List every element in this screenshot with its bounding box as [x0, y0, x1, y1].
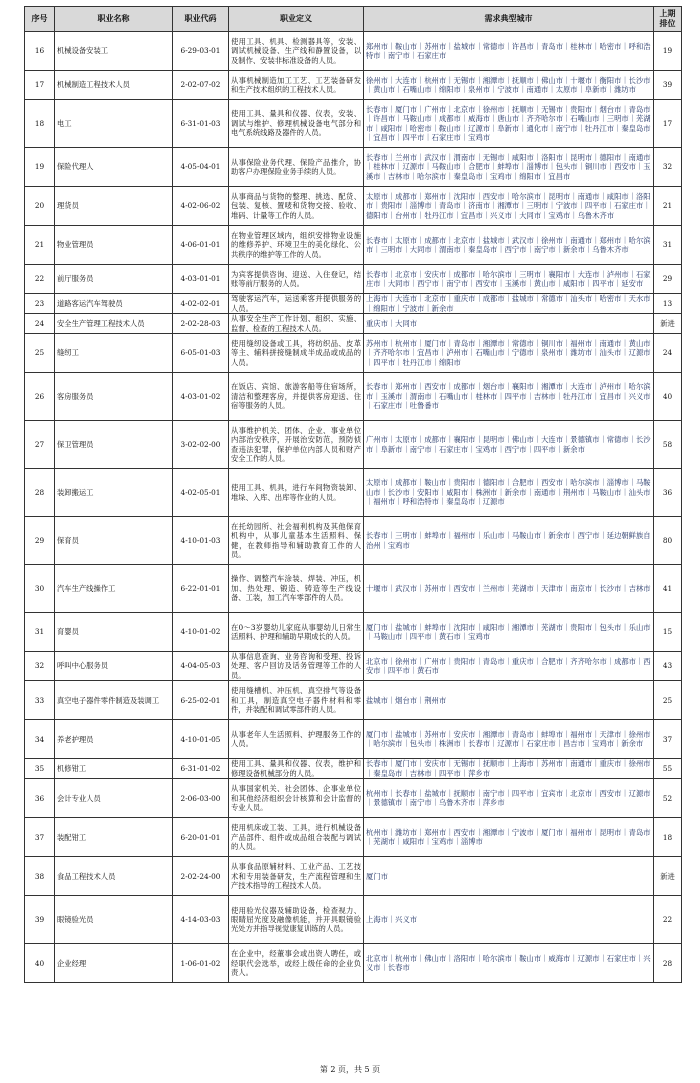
row-number: 21	[25, 226, 55, 265]
occupation-code: 4-02-02-01	[173, 294, 229, 314]
page-footer: 第 2 页，共 5 页	[319, 1065, 381, 1074]
previous-rank: 80	[654, 517, 682, 565]
occupation-definition: 使用工具、机具，进行车间物资装卸、堆垛、入库、出库等作业的人员。	[229, 469, 364, 517]
occupation-name: 装卸搬运工	[55, 469, 173, 517]
table-row	[25, 294, 682, 314]
occupation-code: 2-02-07-02	[173, 71, 229, 100]
table-row	[25, 469, 682, 517]
occupation-definition: 使用缝槽机、冲压机、真空排气等设备和工具，制造真空电子器件材料和零件，并装配和调试零部件的人员。	[229, 681, 364, 720]
table-row	[25, 314, 682, 334]
demand-cities: 长春市｜郑州市｜西安市｜成都市｜烟台市｜襄阳市｜湘潭市｜大连市｜泸州市｜哈尔滨市｜玉溪市｜渭南市｜石嘴山市｜桂林市｜四平市｜吉林市｜牡丹江市｜宜昌市｜兴义市｜石家庄市｜吐鲁番市	[364, 373, 654, 421]
occupation-name: 缝纫工	[55, 334, 173, 373]
occupation-definition: 从事国家机关、社会团体、企事业单位和其他经济组织会计核算和会计监督的专业人员。	[229, 779, 364, 818]
occupation-definition: 从事机械制造加工工艺、工艺装备研发和生产技术组织的工程技术人员。	[229, 71, 364, 100]
occupation-definition: 为宾客提供咨询、迎送、入住登记，结账等前厅服务的人员。	[229, 265, 364, 294]
header-code: 职业代码	[173, 7, 229, 32]
occupation-code: 4-04-05-03	[173, 652, 229, 681]
occupation-code: 4-03-01-01	[173, 265, 229, 294]
demand-cities: 苏州市｜杭州市｜厦门市｜青岛市｜湘潭市｜常德市｜铜川市｜福州市｜南通市｜黄山市｜齐齐哈尔市｜宜昌市｜泸州市｜石嘴山市｜宁德市｜泉州市｜潍坊市｜汕头市｜辽源市｜四平市｜牡丹江市｜绵阳市	[364, 334, 654, 373]
demand-cities: 长春市｜三明市｜蚌埠市｜福州市｜乐山市｜马鞍山市｜新余市｜西宁市｜延边朝鲜族自治州｜宝鸡市	[364, 517, 654, 565]
previous-rank: 28	[654, 944, 682, 983]
occupation-code: 4-03-01-02	[173, 373, 229, 421]
occupation-definition: 在0～3岁婴幼儿家庭从事婴幼儿日常生活照料、护理和辅助早期成长的人员。	[229, 613, 364, 652]
previous-rank: 58	[654, 421, 682, 469]
table-header-row	[25, 7, 682, 32]
table-row	[25, 857, 682, 896]
occupation-name: 机修钳工	[55, 759, 173, 779]
demand-cities: 广州市｜太原市｜成都市｜襄阳市｜昆明市｜佛山市｜大连市｜景德镇市｜常德市｜长沙市｜阜新市｜南宁市｜石家庄市｜宝鸡市｜西宁市｜四平市｜新余市	[364, 421, 654, 469]
previous-rank: 52	[654, 779, 682, 818]
occupation-definition: 在饭店、宾馆、旅游客船等住宿场所，清洁和整理客房，并提供客房迎送、住宿等服务的人员。	[229, 373, 364, 421]
occupation-demand-table	[24, 6, 682, 983]
demand-cities: 上海市｜兴义市	[364, 896, 654, 944]
previous-rank: 19	[654, 32, 682, 71]
occupation-definition: 使用机床或工装、工具，进行机械设备产品部件、组件或成品组合装配与调试的人员。	[229, 818, 364, 857]
table-row	[25, 71, 682, 100]
previous-rank: 25	[654, 681, 682, 720]
previous-rank: 43	[654, 652, 682, 681]
row-number: 23	[25, 294, 55, 314]
occupation-name: 理货员	[55, 187, 173, 226]
header-name: 职业名称	[55, 7, 173, 32]
occupation-code: 2-02-24-00	[173, 857, 229, 896]
table-row	[25, 334, 682, 373]
occupation-definition: 从事保险业务代理、保险产品推介，协助客户办理保险业务手续的人员。	[229, 148, 364, 187]
occupation-name: 眼镜验光员	[55, 896, 173, 944]
table-row	[25, 100, 682, 148]
row-number: 39	[25, 896, 55, 944]
table-row	[25, 613, 682, 652]
row-number: 34	[25, 720, 55, 759]
demand-cities: 太原市｜成都市｜鞍山市｜贵阳市｜德阳市｜合肥市｜西安市｜哈尔滨市｜淄博市｜马鞍山市｜长沙市｜安阳市｜咸阳市｜株洲市｜新余市｜南通市｜荆州市｜马鞍山市｜汕头市｜福州市｜呼和浩特市｜秦皇岛市｜辽源市	[364, 469, 654, 517]
row-number: 32	[25, 652, 55, 681]
row-number: 20	[25, 187, 55, 226]
table-row	[25, 187, 682, 226]
demand-cities: 杭州市｜潍坊市｜郑州市｜西安市｜湘潭市｜宁波市｜厦门市｜福州市｜昆明市｜青岛市｜芜湖市｜咸阳市｜宝鸡市｜淄博市	[364, 818, 654, 857]
previous-rank: 21	[654, 187, 682, 226]
occupation-name: 真空电子器件零件制造及装调工	[55, 681, 173, 720]
header-definition: 职业定义	[229, 7, 364, 32]
occupation-definition: 使用工具、量具和仪器、仪表，安装、调试与维护、修理机械设备电气部分和电气系统线路及器件的人员。	[229, 100, 364, 148]
occupation-code: 4-02-06-02	[173, 187, 229, 226]
occupation-code: 2-02-28-03	[173, 314, 229, 334]
occupation-name: 前厅服务员	[55, 265, 173, 294]
occupation-name: 保险代理人	[55, 148, 173, 187]
row-number: 38	[25, 857, 55, 896]
occupation-name: 安全生产管理工程技术人员	[55, 314, 173, 334]
row-number: 28	[25, 469, 55, 517]
occupation-code: 4-02-05-01	[173, 469, 229, 517]
occupation-definition: 使用验光仪器及辅助设备，检查视力、眼睛屈光度及融像机能，并开具眼镜验光处方并指导视觉康复训练的人员。	[229, 896, 364, 944]
demand-cities: 北京市｜徐州市｜广州市｜贵阳市｜青岛市｜重庆市｜合肥市｜齐齐哈尔市｜成都市｜西安市｜四平市｜黄石市	[364, 652, 654, 681]
occupation-name: 养老护理员	[55, 720, 173, 759]
header-no: 序号	[25, 7, 55, 32]
occupation-code: 4-10-01-05	[173, 720, 229, 759]
table-row	[25, 148, 682, 187]
row-number: 22	[25, 265, 55, 294]
table-row	[25, 32, 682, 71]
table-row	[25, 265, 682, 294]
previous-rank: 32	[654, 148, 682, 187]
demand-cities: 长春市｜北京市｜安庆市｜成都市｜哈尔滨市｜三明市｜襄阳市｜大连市｜泸州市｜石家庄市｜大同市｜西宁市｜南宁市｜西安市｜玉溪市｜黄山市｜咸阳市｜四平市｜延安市	[364, 265, 654, 294]
occupation-definition: 在托幼园所、社会福利机构及其他保育机构中，从事儿童基本生活照料、保健，在教师指导和辅助教育工作的人员。	[229, 517, 364, 565]
occupation-definition: 从事安全生产工作计划、组织、实施、监督、检查的工程技术人员。	[229, 314, 364, 334]
occupation-definition: 在企业中，经董事会或出资人聘任，或经职代会选举，或经上级任命的企业负责人。	[229, 944, 364, 983]
previous-rank: 37	[654, 720, 682, 759]
occupation-name: 呼叫中心服务员	[55, 652, 173, 681]
occupation-name: 道路客运汽车驾驶员	[55, 294, 173, 314]
table-row	[25, 517, 682, 565]
occupation-definition: 在物业管理区域内，组织安排物业设施的维修养护、环境卫生的美化绿化、公共秩序的维护等工作的人员。	[229, 226, 364, 265]
row-number: 19	[25, 148, 55, 187]
demand-cities: 十堰市｜武汉市｜苏州市｜西安市｜兰州市｜芜湖市｜天津市｜南京市｜长沙市｜吉林市	[364, 565, 654, 613]
row-number: 25	[25, 334, 55, 373]
occupation-code: 6-29-03-01	[173, 32, 229, 71]
occupation-code: 1-06-01-02	[173, 944, 229, 983]
occupation-definition: 使用缝纫设备或工具，将纺织品、皮革等主、辅料拼接缝制成半成品或成品的人员。	[229, 334, 364, 373]
previous-rank: 29	[654, 265, 682, 294]
previous-rank: 新进	[654, 857, 682, 896]
table-row	[25, 818, 682, 857]
demand-cities: 长春市｜厦门市｜广州市｜北京市｜徐州市｜抚顺市｜无锡市｜贵阳市｜烟台市｜青岛市｜许昌市｜马鞍山市｜成都市｜威海市｜唐山市｜齐齐哈尔市｜石嘴山市｜三明市｜芜湖市｜咸阳市｜哈密市｜鞍山市｜辽源市｜阜新市｜通化市｜南宁市｜牡丹江市｜秦皇岛市｜宜昌市｜四平市｜石家庄市｜宝鸡市	[364, 100, 654, 148]
row-number: 40	[25, 944, 55, 983]
demand-cities: 北京市｜杭州市｜佛山市｜洛阳市｜哈尔滨市｜鞍山市｜威海市｜辽源市｜石家庄市｜兴义市｜长春市	[364, 944, 654, 983]
ranking-table-page	[24, 6, 681, 983]
table-row	[25, 652, 682, 681]
previous-rank: 39	[654, 71, 682, 100]
demand-cities: 太原市｜成都市｜郑州市｜沈阳市｜西安市｜哈尔滨市｜昆明市｜南通市｜咸阳市｜洛阳市｜贵阳市｜淄博市｜青岛市｜济南市｜湘潭市｜三明市｜宁波市｜四平市｜石家庄市｜德阳市｜台州市｜牡丹江市｜宜昌市｜兴义市｜大同市｜宝鸡市｜乌鲁木齐市	[364, 187, 654, 226]
previous-rank: 18	[654, 818, 682, 857]
occupation-name: 机械设备安装工	[55, 32, 173, 71]
previous-rank: 31	[654, 226, 682, 265]
table-row	[25, 565, 682, 613]
occupation-definition: 从事商品与货物的整理、挑选、配货、包装、复核、置唛和货物交接、验收、堆码、计量等工作的人员。	[229, 187, 364, 226]
occupation-definition: 从事维护机关、团体、企业、事业单位内部治安秩序，开展治安防范，预防侦查违法犯罪，保护单位内部人员和财产安全工作的人员。	[229, 421, 364, 469]
occupation-code: 6-22-01-01	[173, 565, 229, 613]
demand-cities: 重庆市｜大同市	[364, 314, 654, 334]
occupation-name: 装配钳工	[55, 818, 173, 857]
occupation-name: 育婴员	[55, 613, 173, 652]
previous-rank: 15	[654, 613, 682, 652]
occupation-name: 保育员	[55, 517, 173, 565]
header-cities: 需求典型城市	[364, 7, 654, 32]
occupation-definition: 从事信息查询、业务咨询和受理、投诉处理、客户回访及话务管理等工作的人员。	[229, 652, 364, 681]
row-number: 26	[25, 373, 55, 421]
previous-rank: 40	[654, 373, 682, 421]
row-number: 35	[25, 759, 55, 779]
occupation-code: 6-20-01-01	[173, 818, 229, 857]
previous-rank: 22	[654, 896, 682, 944]
row-number: 31	[25, 613, 55, 652]
row-number: 18	[25, 100, 55, 148]
table-row	[25, 226, 682, 265]
table-row	[25, 681, 682, 720]
table-row	[25, 720, 682, 759]
occupation-name: 机械制造工程技术人员	[55, 71, 173, 100]
demand-cities: 长春市｜兰州市｜武汉市｜渭南市｜无锡市｜咸阳市｜洛阳市｜昆明市｜德阳市｜南通市｜桂林市｜辽源市｜马鞍山市｜合肥市｜蚌埠市｜淄博市｜包头市｜铜川市｜西安市｜玉溪市｜吉林市｜哈尔滨市｜秦皇岛市｜宝鸡市｜绵阳市｜宜昌市	[364, 148, 654, 187]
occupation-name: 汽车生产线操作工	[55, 565, 173, 613]
table-row	[25, 944, 682, 983]
previous-rank: 36	[654, 469, 682, 517]
occupation-definition: 从事老年人生活照料、护理服务工作的人员。	[229, 720, 364, 759]
occupation-name: 电工	[55, 100, 173, 148]
occupation-code: 4-14-03-03	[173, 896, 229, 944]
row-number: 37	[25, 818, 55, 857]
demand-cities: 杭州市｜长春市｜盐城市｜抚顺市｜南宁市｜四平市｜宜宾市｜北京市｜西安市｜辽源市｜景德镇市｜南宁市｜乌鲁木齐市｜萍乡市	[364, 779, 654, 818]
occupation-name: 企业经理	[55, 944, 173, 983]
previous-rank: 55	[654, 759, 682, 779]
occupation-definition: 使用工具、机具、检测器具等，安装、调试机械设备、生产线和静置设备，以及制作、安装非标准设备的人员。	[229, 32, 364, 71]
occupation-definition: 驾驶客运汽车，运送乘客并提供服务的人员。	[229, 294, 364, 314]
occupation-code: 2-06-03-00	[173, 779, 229, 818]
demand-cities: 厦门市｜盐城市｜蚌埠市｜沈阳市｜咸阳市｜湘潭市｜芜湖市｜贵阳市｜包头市｜乐山市｜马鞍山市｜四平市｜黄石市｜宝鸡市	[364, 613, 654, 652]
demand-cities: 徐州市｜大连市｜杭州市｜无锡市｜湘潭市｜抚顺市｜佛山市｜十堰市｜衡阳市｜长沙市｜黄山市｜石嘴山市｜绵阳市｜泉州市｜宁波市｜南通市｜太原市｜阜新市｜潍坊市	[364, 71, 654, 100]
occupation-name: 客房服务员	[55, 373, 173, 421]
demand-cities: 厦门市｜盐城市｜苏州市｜安庆市｜湘潭市｜青岛市｜蚌埠市｜福州市｜天津市｜徐州市｜哈尔滨市｜包头市｜株洲市｜长春市｜辽源市｜石家庄市｜昌吉市｜宝鸡市｜新余市	[364, 720, 654, 759]
row-number: 33	[25, 681, 55, 720]
previous-rank: 17	[654, 100, 682, 148]
row-number: 17	[25, 71, 55, 100]
occupation-code: 4-10-01-02	[173, 613, 229, 652]
occupation-code: 3-02-02-00	[173, 421, 229, 469]
demand-cities: 长春市｜厦门市｜安庆市｜无锡市｜抚顺市｜上海市｜苏州市｜南通市｜重庆市｜徐州市｜秦皇岛市｜吉林市｜四平市｜萍乡市	[364, 759, 654, 779]
row-number: 36	[25, 779, 55, 818]
row-number: 29	[25, 517, 55, 565]
table-row	[25, 896, 682, 944]
previous-rank: 24	[654, 334, 682, 373]
occupation-name: 会计专业人员	[55, 779, 173, 818]
occupation-code: 6-31-01-02	[173, 759, 229, 779]
occupation-code: 4-06-01-01	[173, 226, 229, 265]
row-number: 30	[25, 565, 55, 613]
table-row	[25, 421, 682, 469]
row-number: 16	[25, 32, 55, 71]
previous-rank: 13	[654, 294, 682, 314]
row-number: 27	[25, 421, 55, 469]
header-rank: 上期排位	[654, 7, 682, 32]
occupation-definition: 使用工具、量具和仪器、仪表，维护和修理设备机械部分的人员。	[229, 759, 364, 779]
previous-rank: 41	[654, 565, 682, 613]
table-row	[25, 779, 682, 818]
occupation-name: 保卫管理员	[55, 421, 173, 469]
table-row	[25, 373, 682, 421]
demand-cities: 厦门市	[364, 857, 654, 896]
occupation-definition: 操作、调整汽车涂装、焊装、冲压，机加、热处理、锻造、铸造等生产线设备、工装，加工汽车零部件的人员。	[229, 565, 364, 613]
previous-rank: 新进	[654, 314, 682, 334]
row-number: 24	[25, 314, 55, 334]
occupation-definition: 从事食品原辅材料、工业产品、工艺技术和专用装备研发，生产流程管理和生产技术指导的工程技术人员。	[229, 857, 364, 896]
occupation-code: 6-05-01-03	[173, 334, 229, 373]
occupation-code: 4-10-01-03	[173, 517, 229, 565]
occupation-code: 6-25-02-01	[173, 681, 229, 720]
table-row	[25, 759, 682, 779]
occupation-code: 6-31-01-03	[173, 100, 229, 148]
demand-cities: 郑州市｜鞍山市｜苏州市｜盐城市｜常德市｜许昌市｜青岛市｜桂林市｜哈密市｜呼和浩特市｜南宁市｜石家庄市	[364, 32, 654, 71]
demand-cities: 长春市｜太原市｜成都市｜北京市｜盐城市｜武汉市｜徐州市｜南通市｜郑州市｜哈尔滨市｜三明市｜大同市｜渭南市｜秦皇岛市｜西宁市｜南宁市｜新余市｜乌鲁木齐市	[364, 226, 654, 265]
demand-cities: 上海市｜大连市｜北京市｜重庆市｜成都市｜盐城市｜常德市｜汕头市｜哈密市｜天水市｜绵阳市｜宁波市｜新余市	[364, 294, 654, 314]
occupation-name: 物业管理员	[55, 226, 173, 265]
occupation-code: 4-05-04-01	[173, 148, 229, 187]
occupation-name: 食品工程技术人员	[55, 857, 173, 896]
demand-cities: 盐城市｜烟台市｜荆州市	[364, 681, 654, 720]
